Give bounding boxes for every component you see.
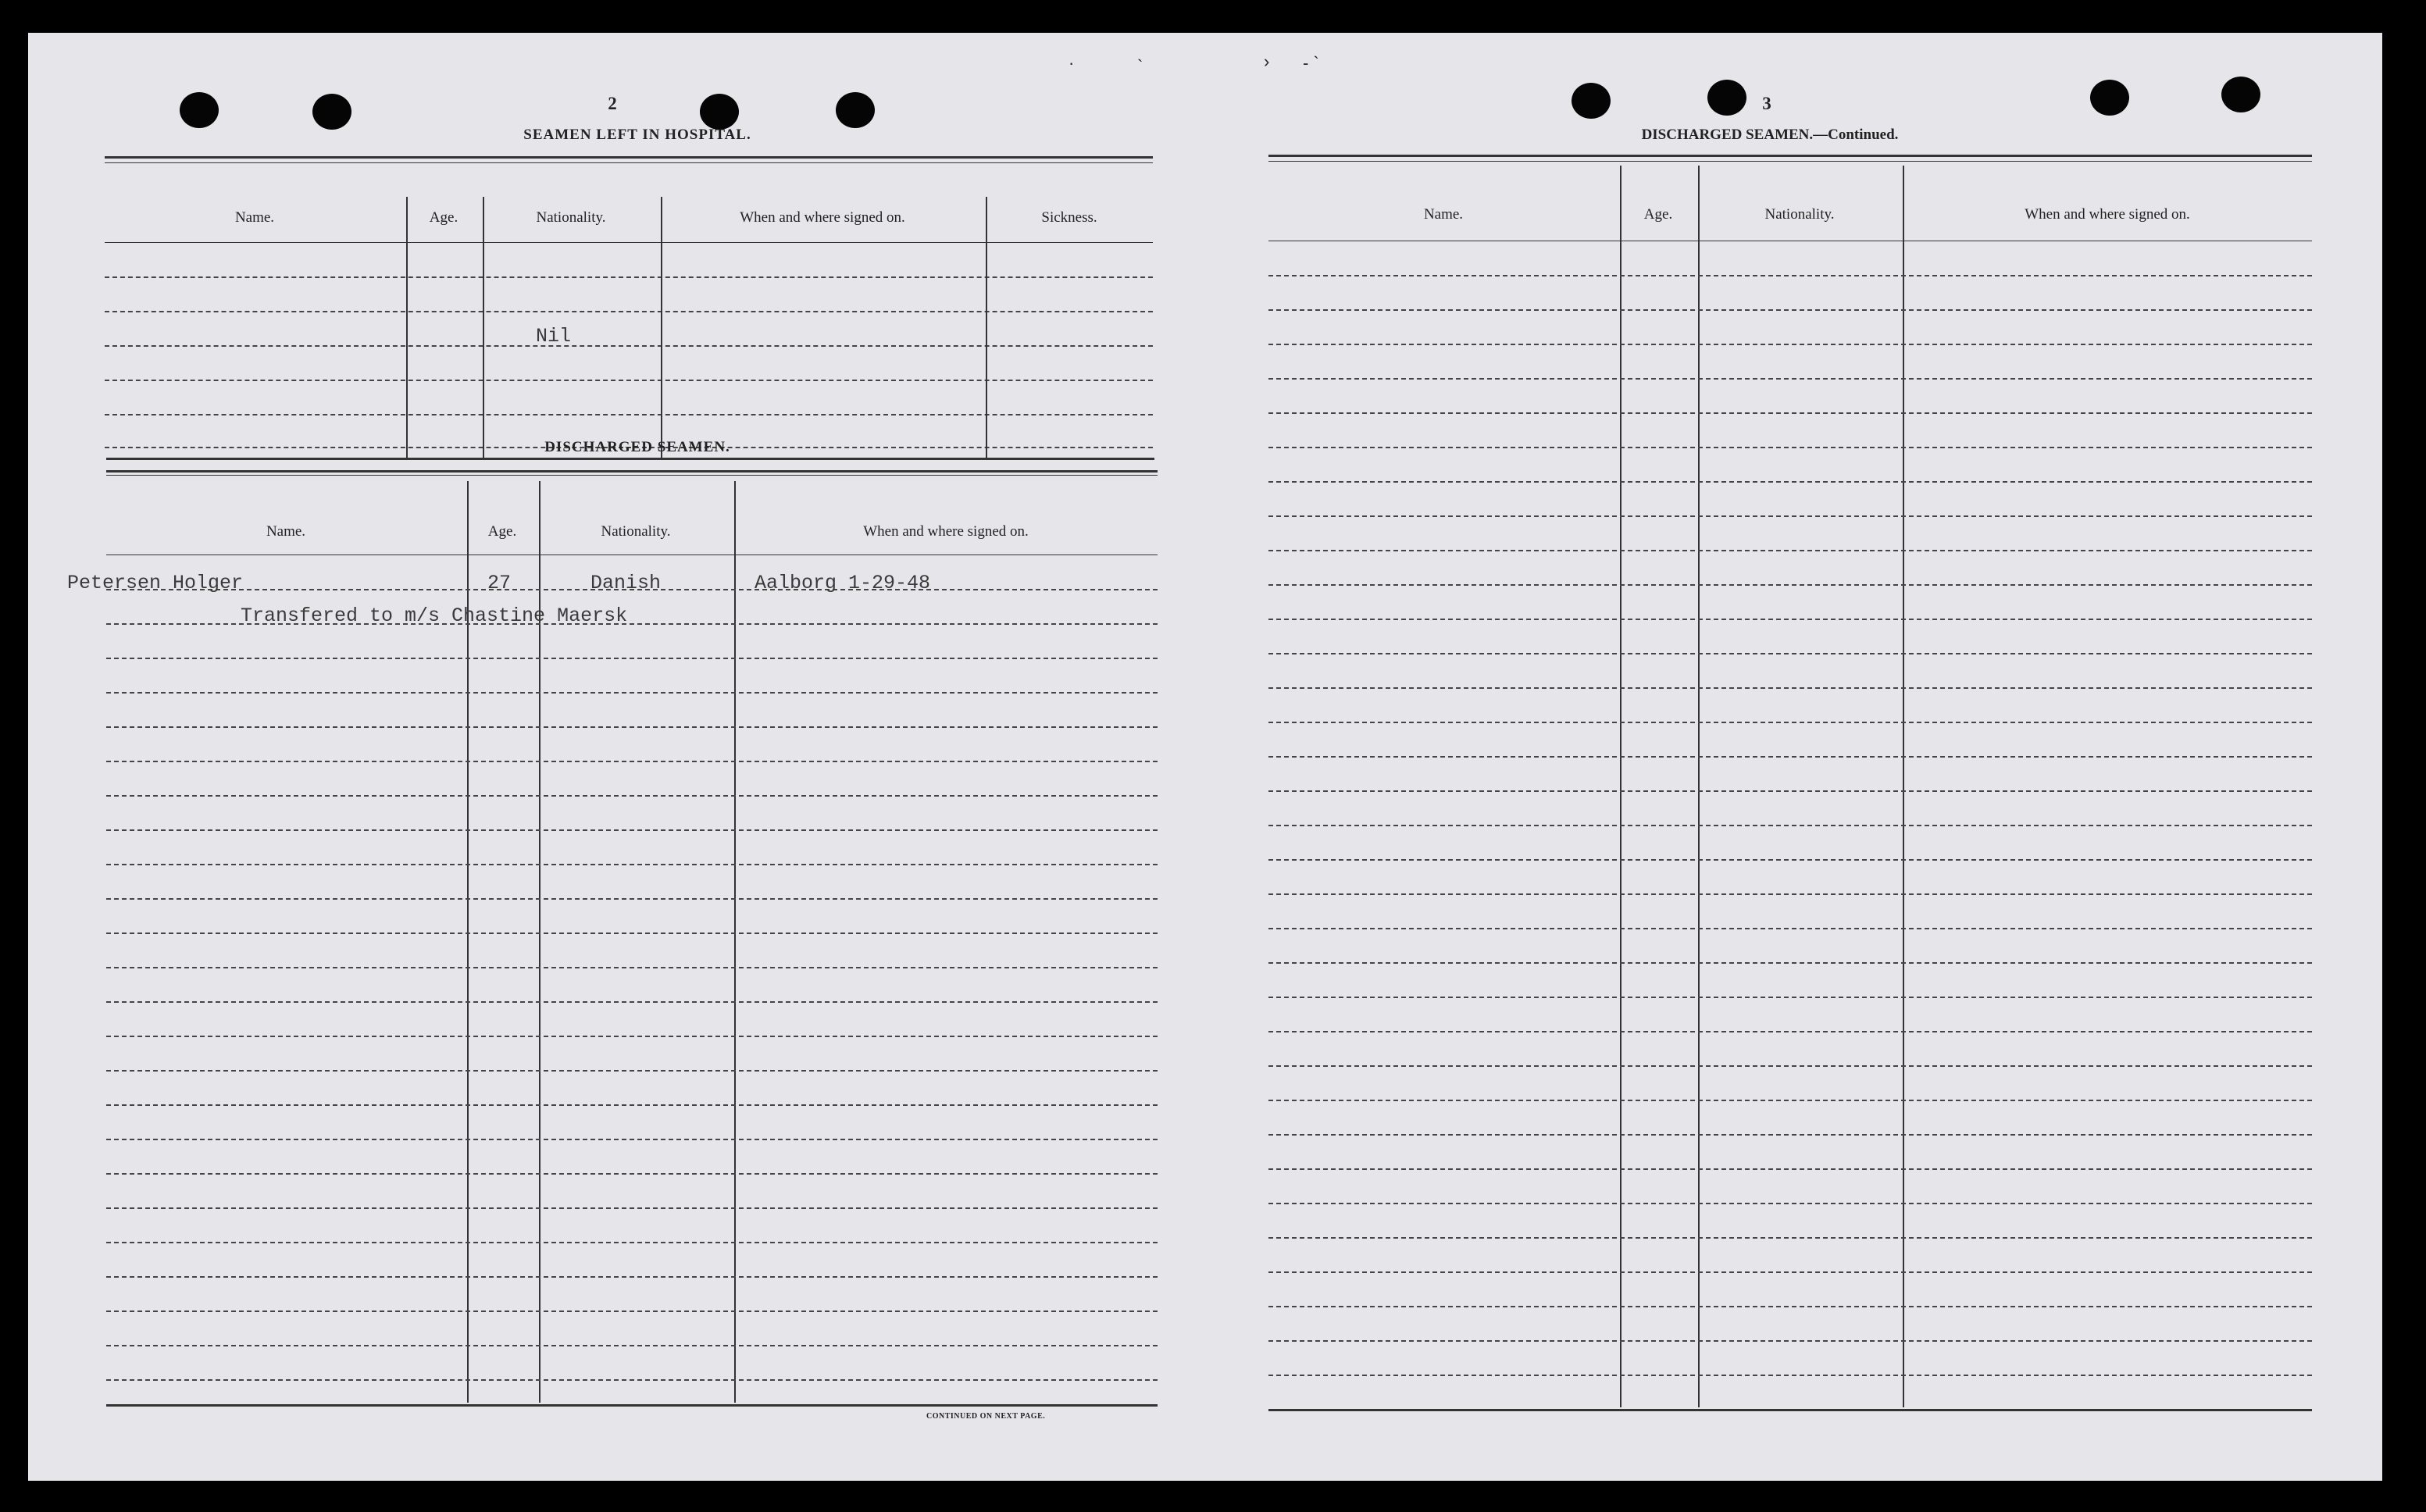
ruled-line — [1268, 859, 2312, 861]
stray-mark: - ` — [1303, 53, 1319, 73]
ruled-line — [106, 1276, 1158, 1278]
hospital-entry-nil: Nil — [536, 325, 572, 348]
right-col-age: Age. — [1643, 206, 1673, 223]
discharged-col-signed-on: When and where signed on. — [863, 523, 1029, 540]
ruled-line — [1268, 1065, 2312, 1067]
ruled-line — [1268, 309, 2312, 311]
ruled-line — [106, 967, 1158, 968]
stray-mark: › — [1264, 52, 1270, 71]
ruled-line — [1268, 1203, 2312, 1204]
discharged-table — [67, 470, 1158, 1439]
ruled-line — [1268, 1271, 2312, 1273]
ruled-line — [106, 1345, 1158, 1346]
ruled-line — [1268, 1168, 2312, 1170]
hospital-table — [105, 156, 1153, 461]
continued-on-next-page: CONTINUED ON NEXT PAGE. — [926, 1412, 1046, 1421]
ruled-line — [1268, 722, 2312, 723]
document-sheet — [28, 33, 2382, 1481]
ruled-line — [1268, 1031, 2312, 1032]
punch-hole — [180, 92, 219, 128]
right-discharged-table — [1268, 155, 2312, 1443]
ruled-line — [1268, 1100, 2312, 1101]
right-col-name: Name. — [1423, 206, 1464, 223]
ruled-line — [1268, 515, 2312, 517]
discharged-col-nationality: Nationality. — [601, 523, 671, 540]
discharged-section-title: DISCHARGED SEAMEN. — [544, 439, 730, 455]
punch-hole — [700, 94, 739, 130]
punch-hole — [312, 94, 351, 130]
ruled-line — [1268, 584, 2312, 586]
ruled-line — [1268, 1340, 2312, 1342]
right-col-nationality: Nationality. — [1764, 206, 1835, 223]
punch-hole — [1707, 80, 1746, 116]
ruled-line — [106, 829, 1158, 831]
ruled-line — [1268, 619, 2312, 620]
ruled-line — [1268, 344, 2312, 345]
hospital-col-sickness: Sickness. — [1041, 209, 1097, 226]
hospital-col-age: Age. — [429, 209, 458, 226]
ruled-line — [106, 1379, 1158, 1381]
discharged-col-age: Age. — [487, 523, 517, 540]
ruled-line — [106, 1036, 1158, 1037]
ruled-line — [1268, 1134, 2312, 1136]
ruled-line — [1268, 412, 2312, 414]
punch-hole — [836, 92, 875, 128]
ruled-line — [1268, 893, 2312, 895]
ruled-line — [1268, 1237, 2312, 1239]
punch-hole — [2221, 77, 2260, 112]
right-col-signed-on: When and where signed on. — [2025, 206, 2190, 223]
discharged-row-nationality: Danish — [590, 572, 662, 594]
ruled-line — [1268, 1375, 2312, 1376]
ruled-line — [106, 1070, 1158, 1072]
ruled-line — [106, 1311, 1158, 1312]
hospital-col-signed-on: When and where signed on. — [740, 209, 905, 226]
ruled-line — [1268, 687, 2312, 689]
left-page-number: 2 — [608, 94, 617, 113]
ruled-line — [1268, 447, 2312, 448]
stray-mark: · — [1069, 53, 1075, 73]
ruled-line — [106, 692, 1158, 694]
discharged-transfer-note: Transfered to m/s Chastine Maersk — [241, 604, 628, 627]
stray-mark: ` — [1137, 56, 1143, 76]
ruled-line — [106, 898, 1158, 900]
ruled-line — [106, 1001, 1158, 1003]
ruled-line — [106, 1104, 1158, 1106]
ruled-line — [1268, 378, 2312, 380]
discharged-col-name: Name. — [266, 523, 306, 540]
ruled-line — [1268, 550, 2312, 551]
section-divider — [106, 458, 1154, 460]
ruled-line — [106, 1173, 1158, 1175]
ruled-line — [1268, 790, 2312, 792]
ruled-line — [106, 1207, 1158, 1209]
discharged-row-name: Petersen Holger — [67, 572, 244, 594]
ruled-line — [106, 795, 1158, 797]
ruled-line — [106, 658, 1158, 659]
ruled-line — [1268, 1306, 2312, 1307]
ruled-line — [1268, 825, 2312, 826]
ruled-line — [1268, 997, 2312, 998]
ruled-line — [106, 864, 1158, 865]
ruled-line — [106, 933, 1158, 934]
ruled-line — [1268, 756, 2312, 758]
ruled-line — [106, 761, 1158, 762]
discharged-row-age: 27 — [487, 572, 512, 594]
ruled-line — [1268, 653, 2312, 654]
punch-hole — [2090, 80, 2129, 116]
right-page-number: 3 — [1762, 94, 1771, 113]
hospital-col-name: Name. — [234, 209, 275, 226]
punch-hole — [1572, 83, 1611, 119]
ruled-line — [1268, 928, 2312, 929]
ruled-line — [1268, 962, 2312, 964]
ruled-line — [106, 1242, 1158, 1243]
ruled-line — [106, 726, 1158, 728]
hospital-col-nationality: Nationality. — [536, 209, 606, 226]
hospital-section-title: SEAMEN LEFT IN HOSPITAL. — [523, 127, 751, 143]
ruled-line — [1268, 481, 2312, 483]
ruled-line — [106, 1139, 1158, 1140]
ruled-line — [1268, 275, 2312, 276]
right-section-title: DISCHARGED SEAMEN.—Continued. — [1641, 127, 1899, 143]
discharged-row-signed-on: Aalborg 1-29-48 — [755, 572, 931, 594]
